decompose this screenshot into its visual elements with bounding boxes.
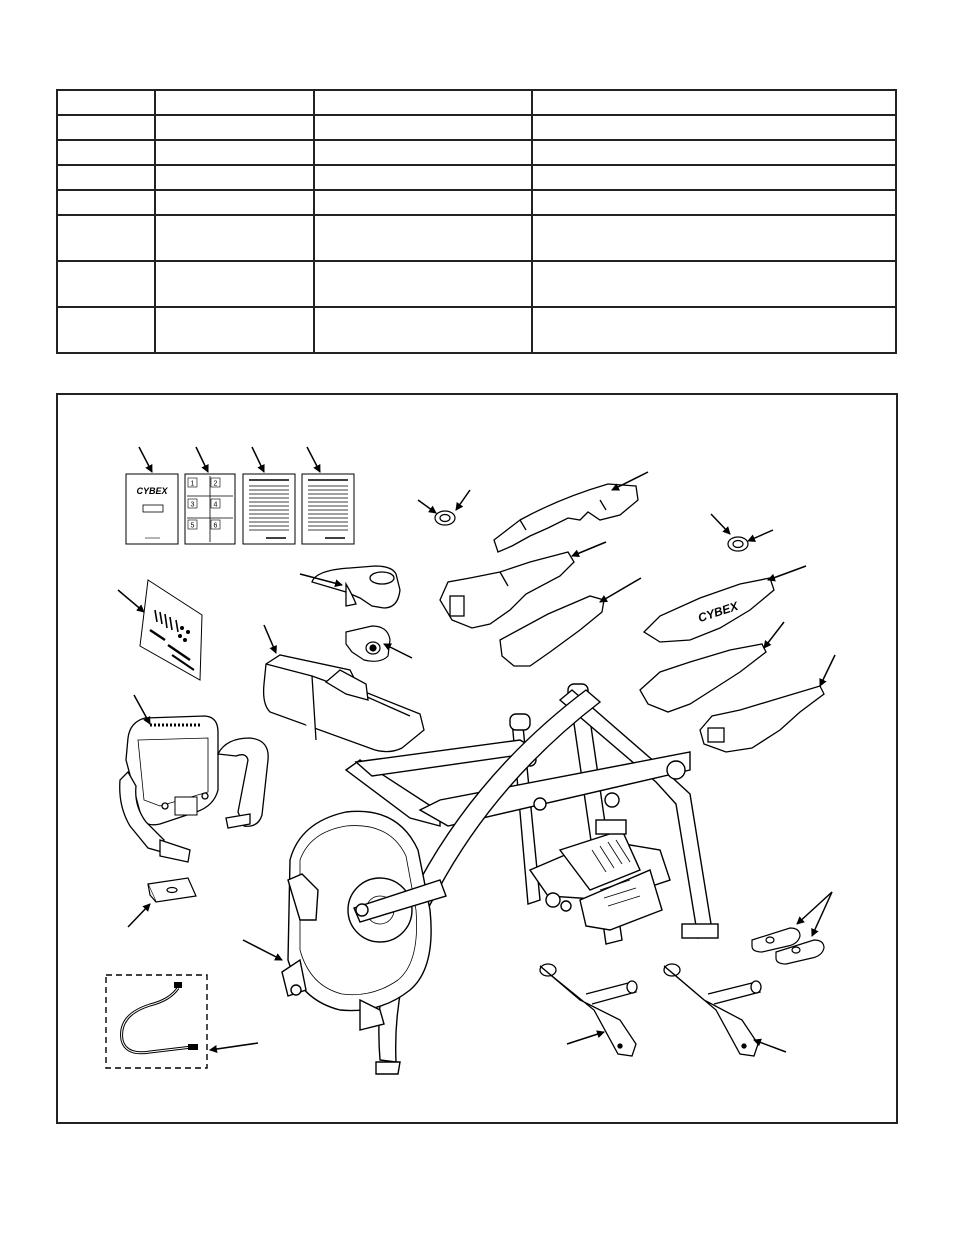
assembly-instructions-illustration (243, 474, 295, 544)
right-center-cover-illustration (640, 644, 766, 712)
right-rear-cover-illustration (700, 686, 824, 752)
front-upper-shroud-illustration (312, 566, 400, 608)
console-assembly-illustration (120, 716, 268, 862)
guide-step-number: 2 (213, 480, 218, 488)
guide-step-number: 1 (190, 480, 195, 488)
mounting-bracket-illustration (148, 878, 196, 902)
right-pedal-arm-illustration (664, 964, 761, 1056)
guide-step-number: 4 (213, 501, 218, 509)
manual-brand-text: CYBEX (136, 486, 168, 496)
left-pedal-arm-illustration (540, 964, 637, 1056)
guide-step-number: 5 (190, 522, 195, 530)
arm-clip-left-illustration (435, 511, 455, 525)
warranty-document-illustration (302, 474, 354, 544)
center-cover-lower-illustration (500, 596, 604, 666)
shroud-brand-text: CYBEX (696, 598, 740, 626)
quick-start-guide-illustration (185, 474, 235, 544)
guide-step-number: 6 (213, 522, 218, 530)
console-cable-illustration (106, 975, 207, 1068)
small-cup-cover-illustration (346, 626, 390, 661)
right-side-shroud-branded-illustration (644, 578, 774, 642)
front-lower-shroud-illustration (264, 655, 424, 752)
top-rear-shroud-illustration (494, 484, 638, 552)
hardware-kit-card-illustration (140, 580, 202, 680)
arm-clip-right-illustration (728, 537, 748, 551)
elliptical-main-frame-illustration (282, 684, 718, 1074)
guide-step-number: 3 (190, 501, 195, 509)
owners-manual-illustration (126, 474, 178, 544)
